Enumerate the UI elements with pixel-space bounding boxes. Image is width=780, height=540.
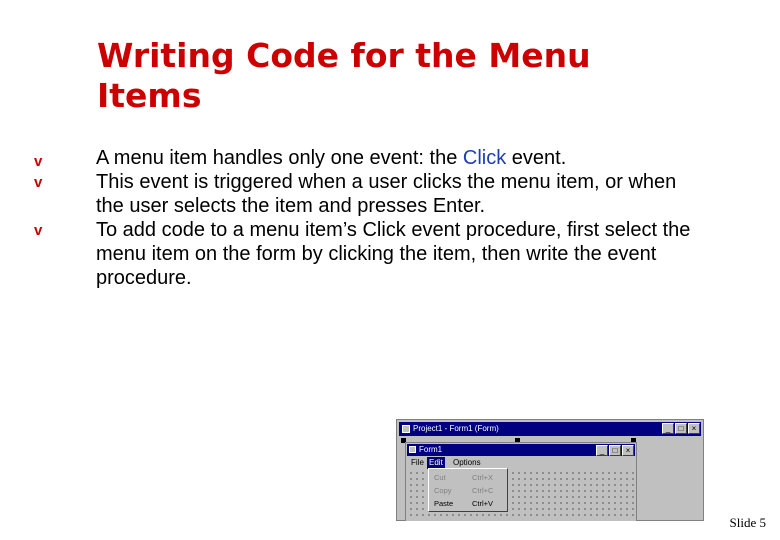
maximize-button[interactable]: □ (675, 423, 687, 434)
bullet-check-icon: v (34, 222, 43, 239)
bullet-item (34, 218, 694, 290)
slide-title-line-1: Writing Code for the Menu (97, 36, 591, 75)
menu-item-label: Cut (434, 473, 446, 482)
project-window-buttons (662, 423, 700, 435)
minimize-button[interactable]: _ (662, 423, 674, 434)
project-titlebar[interactable] (399, 422, 701, 436)
menu-item-label: Paste (434, 499, 454, 508)
form-icon (409, 446, 416, 453)
edit-dropdown (428, 468, 508, 512)
menu-item-paste[interactable] (434, 498, 504, 509)
form-icon (402, 425, 410, 433)
menu-file[interactable]: File (411, 458, 424, 467)
maximize-button[interactable]: □ (609, 445, 621, 456)
menu-item-label: Copy (434, 486, 452, 495)
project-window (396, 419, 704, 521)
bullet-check-icon: v (34, 174, 43, 191)
bullet-item (34, 170, 694, 218)
bullet-text: event. (506, 147, 567, 169)
slide-title (97, 36, 657, 116)
slide-title-line-2: Items (97, 76, 202, 115)
project-title: Project1 - Form1 (Form) (413, 424, 499, 433)
menu-item-cut[interactable] (434, 472, 504, 483)
menu-item-copy[interactable] (434, 485, 504, 496)
menu-edit[interactable]: Edit (429, 458, 443, 467)
form1-titlebar[interactable] (407, 444, 635, 456)
form1-window-buttons (596, 445, 634, 457)
bullet-item (34, 146, 694, 170)
menu-options[interactable]: Options (453, 458, 481, 467)
bullet-text: A menu item handles only one event: the (96, 147, 463, 169)
bullet-text: To add code to a menu item’s Click event procedure, first select the menu item on the form by clicking the item, then write the event procedure. (96, 219, 691, 289)
bullet-text: This event is triggered when a user clicks the menu item, or when the user selects the item and presses Enter. (96, 171, 677, 217)
close-button[interactable]: × (688, 423, 700, 434)
embedded-screenshot (396, 419, 706, 521)
minimize-button[interactable]: _ (596, 445, 608, 456)
click-highlight: Click (462, 147, 507, 169)
form1-window (405, 442, 637, 521)
bullet-list (34, 146, 694, 290)
menu-item-shortcut: Ctrl+C (472, 486, 494, 495)
menu-item-shortcut: Ctrl+X (472, 473, 494, 482)
menu-item-shortcut: Ctrl+V (472, 499, 494, 508)
slide-number: Slide 5 (729, 515, 766, 530)
bullet-check-icon: v (34, 153, 43, 170)
close-button[interactable]: × (622, 445, 634, 456)
form1-title: Form1 (419, 445, 443, 454)
